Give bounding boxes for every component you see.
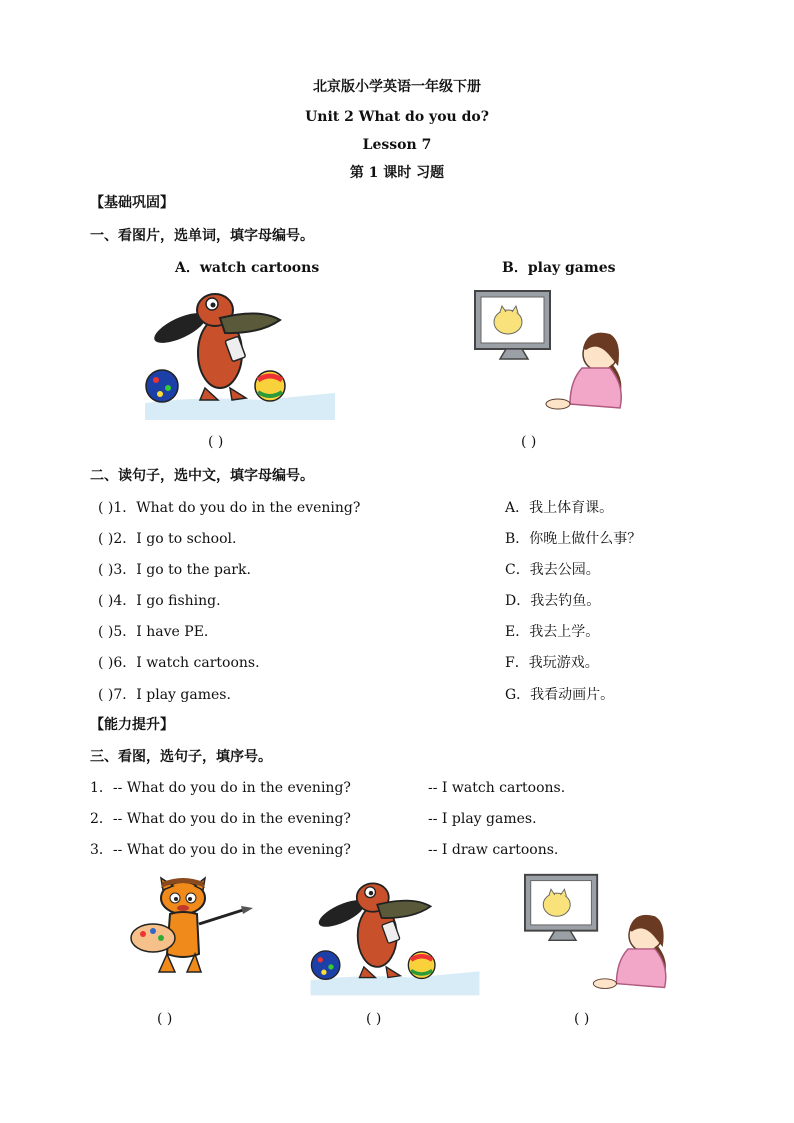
part1-blank-a[interactable]: ( ) xyxy=(208,434,224,450)
part2-item-left: ( )6．I watch cartoons. xyxy=(98,655,260,671)
part2-item-left: ( )1．What do you do in the evening? xyxy=(98,500,361,516)
part1-heading: 一、看图片，选单词，填字母编号。 xyxy=(90,228,314,244)
girl-watching-tv-picture xyxy=(470,286,640,421)
section-basic: 【基础巩固】 xyxy=(90,195,174,211)
part2-item-left: ( )3．I go to the park. xyxy=(98,562,251,578)
cat-painting-picture xyxy=(125,876,260,986)
part2-item-right: D．我去钓鱼。 xyxy=(505,593,601,609)
part2-item-left: ( )7．I play games. xyxy=(98,687,231,703)
part2-item-right: F．我玩游戏。 xyxy=(505,655,599,671)
part3-heading: 三、看图，选句子，填序号。 xyxy=(90,749,272,765)
period-title: 第 1 课时 习题 xyxy=(349,165,445,181)
dog-playing-game-picture xyxy=(305,878,485,998)
unit-title: Unit 2 What do you do? xyxy=(305,109,489,125)
part2-item-right: G．我看动画片。 xyxy=(505,687,615,703)
part2-item-left: ( )5．I have PE. xyxy=(98,624,209,640)
dog-playing-game-picture xyxy=(140,288,340,423)
part2-item-right: A．我上体育课。 xyxy=(505,500,614,516)
lesson-title: Lesson 7 xyxy=(362,137,432,153)
part3-question: 2．-- What do you do in the evening? xyxy=(90,811,351,827)
part2-heading: 二、读句子，选中文，填字母编号。 xyxy=(90,468,314,484)
part3-answer: -- I draw cartoons. xyxy=(428,842,559,858)
part3-blank-1[interactable]: ( ) xyxy=(157,1011,173,1027)
part3-question: 3．-- What do you do in the evening? xyxy=(90,842,351,858)
part3-answer: -- I play games. xyxy=(428,811,537,827)
part3-question: 1．-- What do you do in the evening? xyxy=(90,780,351,796)
part1-option-a: A．watch cartoons xyxy=(175,260,320,276)
doc-title: 北京版小学英语一年级下册 xyxy=(313,79,481,95)
girl-watching-tv-picture xyxy=(517,870,687,1000)
section-advanced: 【能力提升】 xyxy=(90,717,174,733)
part2-item-left: ( )2．I go to school. xyxy=(98,531,237,547)
part1-blank-b[interactable]: ( ) xyxy=(521,434,537,450)
part3-blank-3[interactable]: ( ) xyxy=(574,1011,590,1027)
part2-item-left: ( )4．I go fishing. xyxy=(98,593,221,609)
part3-blank-2[interactable]: ( ) xyxy=(366,1011,382,1027)
part1-option-b: B．play games xyxy=(502,260,616,276)
part2-item-right: B．你晚上做什么事？ xyxy=(505,531,642,547)
part3-answer: -- I watch cartoons. xyxy=(428,780,566,796)
part2-item-right: C．我去公园。 xyxy=(505,562,600,578)
part2-item-right: E．我去上学。 xyxy=(505,624,600,640)
